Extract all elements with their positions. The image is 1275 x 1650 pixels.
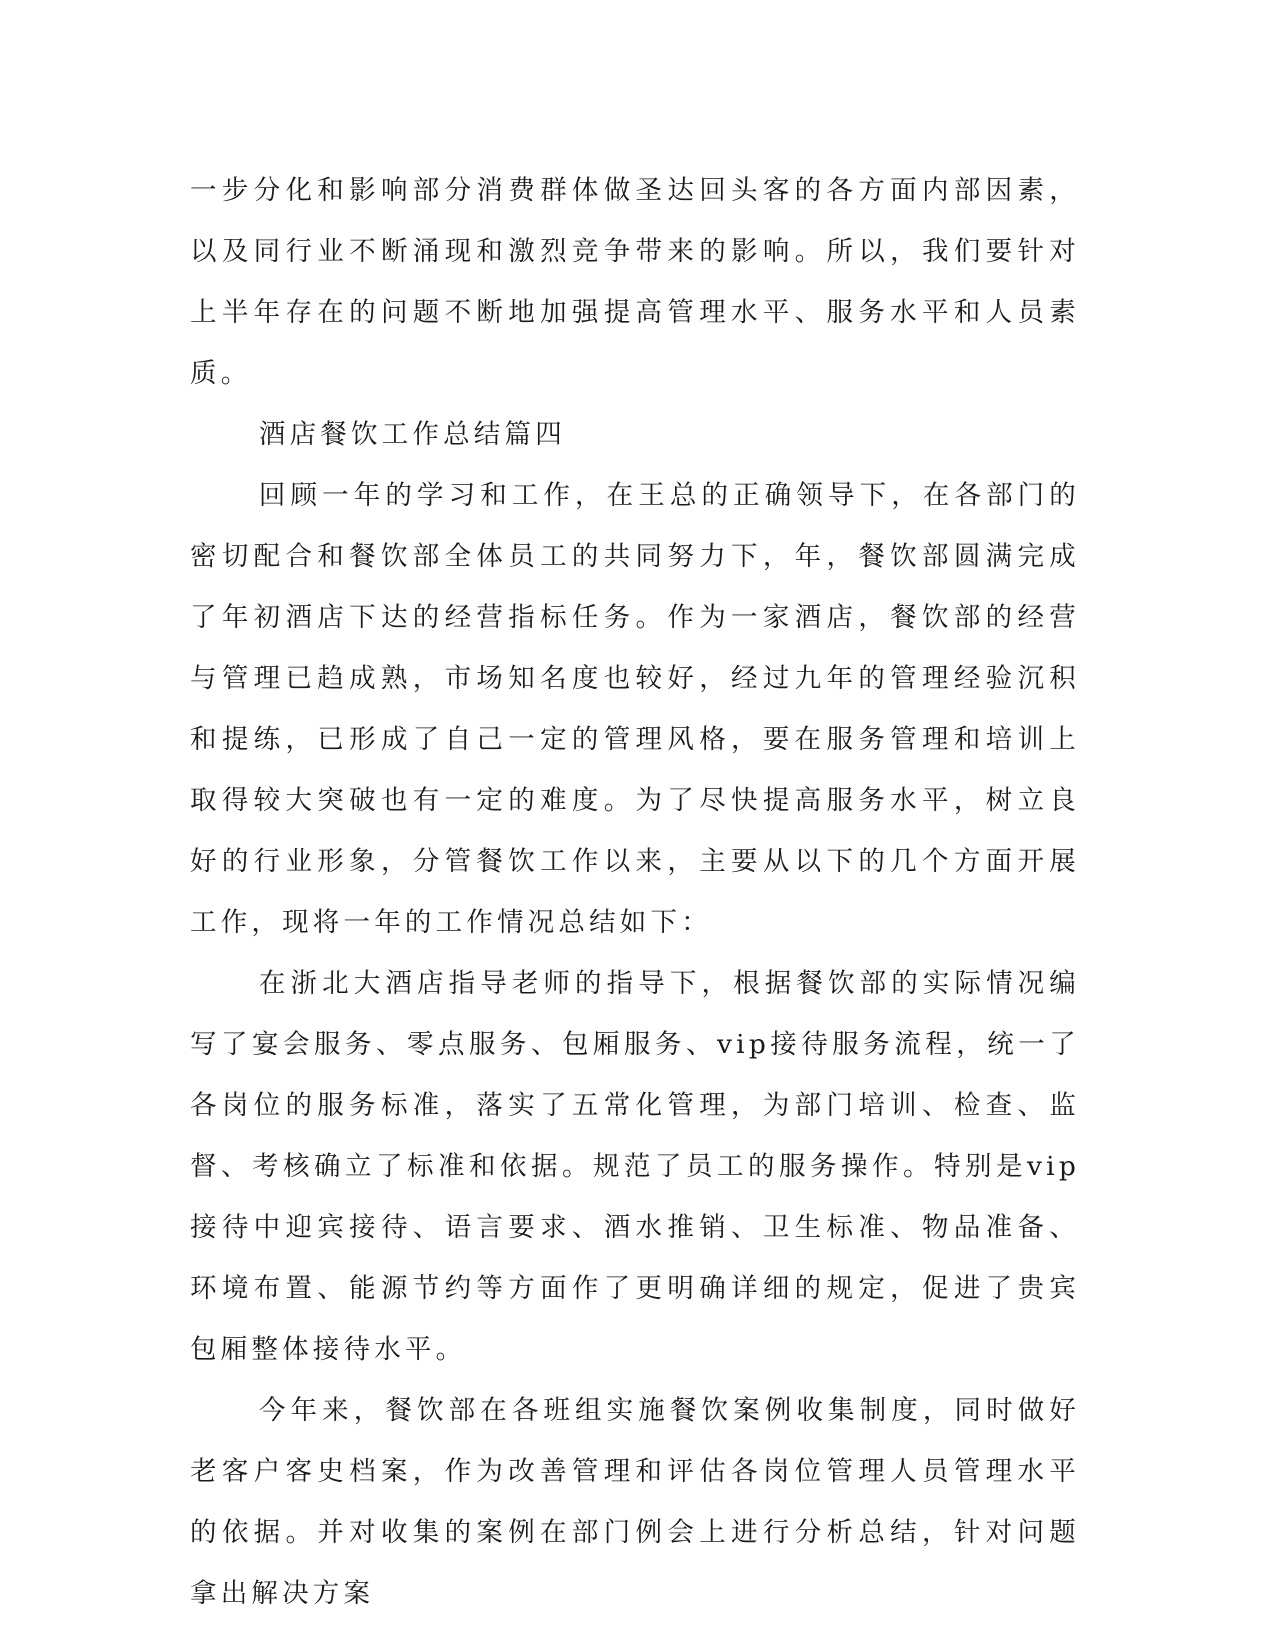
paragraph-case-collection: 今年来，餐饮部在各班组实施餐饮案例收集制度，同时做好老客户客史档案，作为改善管理和评估各岗位管理人员管理水平的依据。并对收集的案例在部门例会上进行分析总结，针对问题拿出解决方案	[190, 1395, 1080, 1609]
section-heading: 酒店餐饮工作总结篇四	[258, 419, 566, 450]
paragraph-service-standards: 在浙北大酒店指导老师的指导下，根据餐饮部的实际情况编写了宴会服务、零点服务、包厢服务、vip接待服务流程，统一了各岗位的服务标准，落实了五常化管理，为部门培训、检查、监督、考核确立了标准和依据。规范了员工的服务操作。特别是vip接待中迎宾接待、语言要求、酒水推销、卫生标准、物品准备、环境布置、能源节约等方面作了更明确详细的规定，促进了贵宾包厢整体接待水平。	[190, 968, 1080, 1365]
paragraph-review: 回顾一年的学习和工作，在王总的正确领导下，在各部门的密切配合和餐饮部全体员工的共同努力下，年，餐饮部圆满完成了年初酒店下达的经营指标任务。作为一家酒店，餐饮部的经营与管理已趋成熟，市场知名度也较好，经过九年的管理经验沉积和提练，已形成了自己一定的管理风格，要在服务管理和培训上取得较大突破也有一定的难度。为了尽快提高服务水平，树立良好的行业形象，分管餐饮工作以来，主要从以下的几个方面开展工作，现将一年的工作情况总结如下：	[190, 480, 1080, 938]
document-body	[190, 160, 1080, 1624]
paragraph-continuation: 一步分化和影响部分消费群体做圣达回头客的各方面内部因素，以及同行业不断涌现和激烈竞争带来的影响。所以，我们要针对上半年存在的问题不断地加强提高管理水平、服务水平和人员素质。	[190, 175, 1080, 389]
